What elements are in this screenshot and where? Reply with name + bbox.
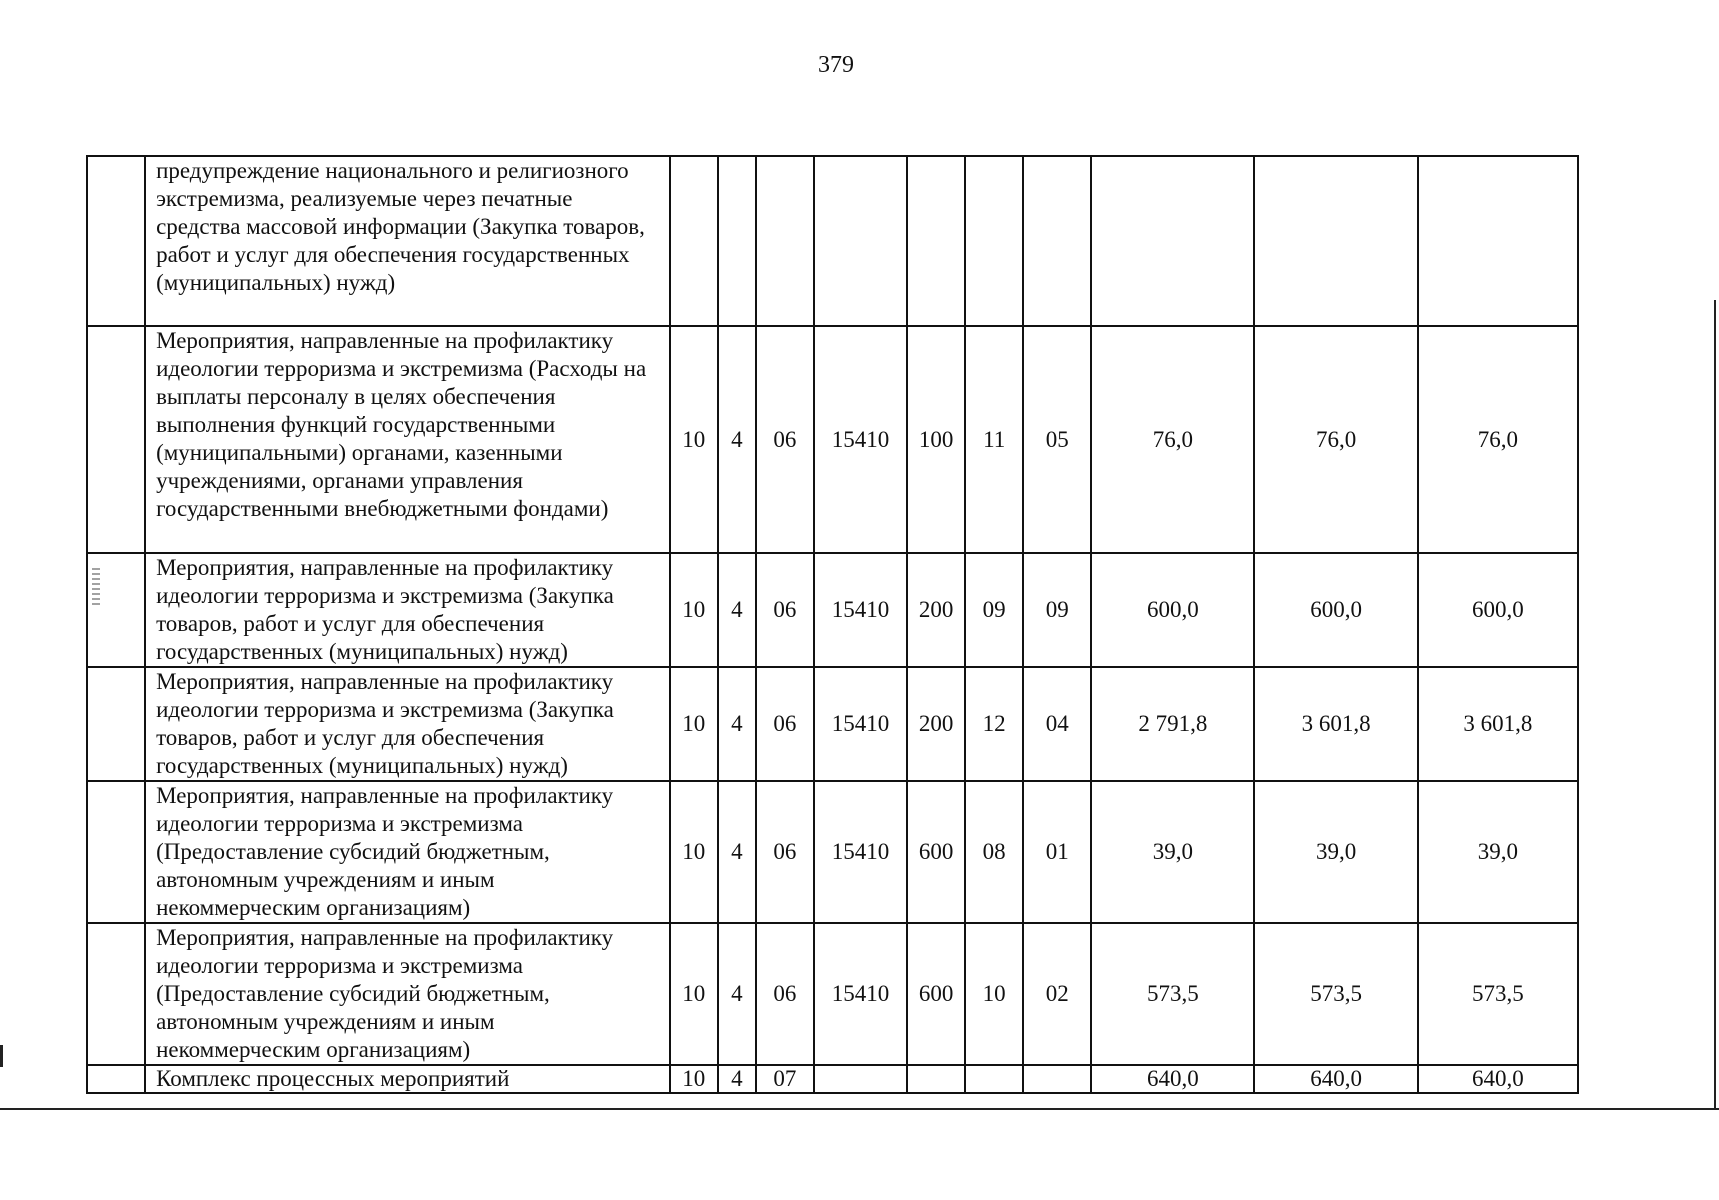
- row-number-cell: [87, 923, 145, 1065]
- code-cell-4: 15410: [814, 553, 907, 667]
- amount-cell-3: 573,5: [1418, 923, 1578, 1065]
- amount-cell-2: 573,5: [1254, 923, 1417, 1065]
- code-cell-1: 10: [670, 923, 718, 1065]
- code-cell-5: [907, 1065, 965, 1093]
- code-cell-4: [814, 156, 907, 326]
- code-cell-4: 15410: [814, 326, 907, 553]
- code-cell-4: 15410: [814, 923, 907, 1065]
- code-cell-3: 06: [756, 923, 814, 1065]
- amount-cell-1: 573,5: [1091, 923, 1254, 1065]
- edge-mark: [0, 1045, 3, 1067]
- page-bottom-border: [0, 1108, 1719, 1110]
- description-cell: Мероприятия, направленные на профилактику идеологии терроризма и экстремизма (Закупка товаров, работ и услуг для обеспечения государственных (муниципальных) нужд): [145, 667, 670, 781]
- table-row: [87, 667, 1578, 781]
- description-cell: Комплекс процессных мероприятий: [145, 1065, 670, 1093]
- code-cell-3: [756, 156, 814, 326]
- code-cell-7: [1023, 1065, 1091, 1093]
- table-row: [87, 923, 1578, 1065]
- code-cell-5: 600: [907, 923, 965, 1065]
- code-cell-1: 10: [670, 553, 718, 667]
- row-number-cell: [87, 156, 145, 326]
- table-row: [87, 156, 1578, 326]
- amount-cell-2: 3 601,8: [1254, 667, 1417, 781]
- table-row: [87, 1065, 1578, 1093]
- description-cell: Мероприятия, направленные на профилактику идеологии терроризма и экстремизма (Предоставление субсидий бюджетным, автономным учреждениям и иным некоммерческим организациям): [145, 923, 670, 1065]
- code-cell-6: [965, 1065, 1023, 1093]
- code-cell-2: 4: [718, 667, 756, 781]
- code-cell-3: 07: [756, 1065, 814, 1093]
- row-number-cell: [87, 553, 145, 667]
- row-number-cell: [87, 1065, 145, 1093]
- row-number-cell: [87, 667, 145, 781]
- description-cell: Мероприятия, направленные на профилактику идеологии терроризма и экстремизма (Закупка товаров, работ и услуг для обеспечения государственных (муниципальных) нужд): [145, 553, 670, 667]
- table-row: [87, 553, 1578, 667]
- description-cell: предупреждение национального и религиозного экстремизма, реализуемые через печатные средства массовой информации (Закупка товаров, работ и услуг для обеспечения государственных (муниципальных) нужд): [145, 156, 670, 326]
- code-cell-3: 06: [756, 326, 814, 553]
- code-cell-1: 10: [670, 667, 718, 781]
- code-cell-6: 09: [965, 553, 1023, 667]
- code-cell-4: 15410: [814, 667, 907, 781]
- amount-cell-2: [1254, 156, 1417, 326]
- code-cell-7: 09: [1023, 553, 1091, 667]
- amount-cell-3: 600,0: [1418, 553, 1578, 667]
- code-cell-7: 02: [1023, 923, 1091, 1065]
- amount-cell-1: 640,0: [1091, 1065, 1254, 1093]
- amount-cell-2: 39,0: [1254, 781, 1417, 923]
- page-number: 379: [818, 52, 854, 78]
- code-cell-6: 10: [965, 923, 1023, 1065]
- amount-cell-2: 640,0: [1254, 1065, 1417, 1093]
- code-cell-1: 10: [670, 1065, 718, 1093]
- code-cell-2: [718, 156, 756, 326]
- amount-cell-3: 640,0: [1418, 1065, 1578, 1093]
- budget-table: [86, 155, 1579, 1094]
- code-cell-3: 06: [756, 667, 814, 781]
- amount-cell-3: 39,0: [1418, 781, 1578, 923]
- code-cell-2: 4: [718, 923, 756, 1065]
- code-cell-5: 200: [907, 553, 965, 667]
- code-cell-5: 600: [907, 781, 965, 923]
- code-cell-6: 08: [965, 781, 1023, 923]
- code-cell-4: [814, 1065, 907, 1093]
- code-cell-3: 06: [756, 553, 814, 667]
- table-row: [87, 326, 1578, 553]
- code-cell-6: 11: [965, 326, 1023, 553]
- amount-cell-1: 600,0: [1091, 553, 1254, 667]
- code-cell-5: [907, 156, 965, 326]
- code-cell-5: 100: [907, 326, 965, 553]
- row-number-cell: [87, 781, 145, 923]
- budget-table-container: [86, 155, 1579, 1094]
- code-cell-7: 04: [1023, 667, 1091, 781]
- amount-cell-1: 39,0: [1091, 781, 1254, 923]
- amount-cell-3: [1418, 156, 1578, 326]
- description-cell: Мероприятия, направленные на профилактику идеологии терроризма и экстремизма (Предоставление субсидий бюджетным, автономным учреждениям и иным некоммерческим организациям): [145, 781, 670, 923]
- code-cell-7: 05: [1023, 326, 1091, 553]
- code-cell-6: 12: [965, 667, 1023, 781]
- code-cell-1: 10: [670, 781, 718, 923]
- page-right-border: [1714, 300, 1716, 1108]
- amount-cell-1: 76,0: [1091, 326, 1254, 553]
- code-cell-4: 15410: [814, 781, 907, 923]
- code-cell-6: [965, 156, 1023, 326]
- code-cell-1: 10: [670, 326, 718, 553]
- code-cell-2: 4: [718, 553, 756, 667]
- code-cell-7: [1023, 156, 1091, 326]
- amount-cell-1: 2 791,8: [1091, 667, 1254, 781]
- amount-cell-1: [1091, 156, 1254, 326]
- code-cell-5: 200: [907, 667, 965, 781]
- description-cell: Мероприятия, направленные на профилактику идеологии терроризма и экстремизма (Расходы на выплаты персоналу в целях обеспечения выполнения функций государственными (муниципальными) органами, казенными учреждениями, органами управления государственными внебюджетными фондами): [145, 326, 670, 553]
- table-row: [87, 781, 1578, 923]
- code-cell-7: 01: [1023, 781, 1091, 923]
- amount-cell-3: 76,0: [1418, 326, 1578, 553]
- row-number-cell: [87, 326, 145, 553]
- code-cell-1: [670, 156, 718, 326]
- code-cell-2: 4: [718, 781, 756, 923]
- code-cell-2: 4: [718, 1065, 756, 1093]
- amount-cell-2: 600,0: [1254, 553, 1417, 667]
- code-cell-3: 06: [756, 781, 814, 923]
- amount-cell-3: 3 601,8: [1418, 667, 1578, 781]
- amount-cell-2: 76,0: [1254, 326, 1417, 553]
- code-cell-2: 4: [718, 326, 756, 553]
